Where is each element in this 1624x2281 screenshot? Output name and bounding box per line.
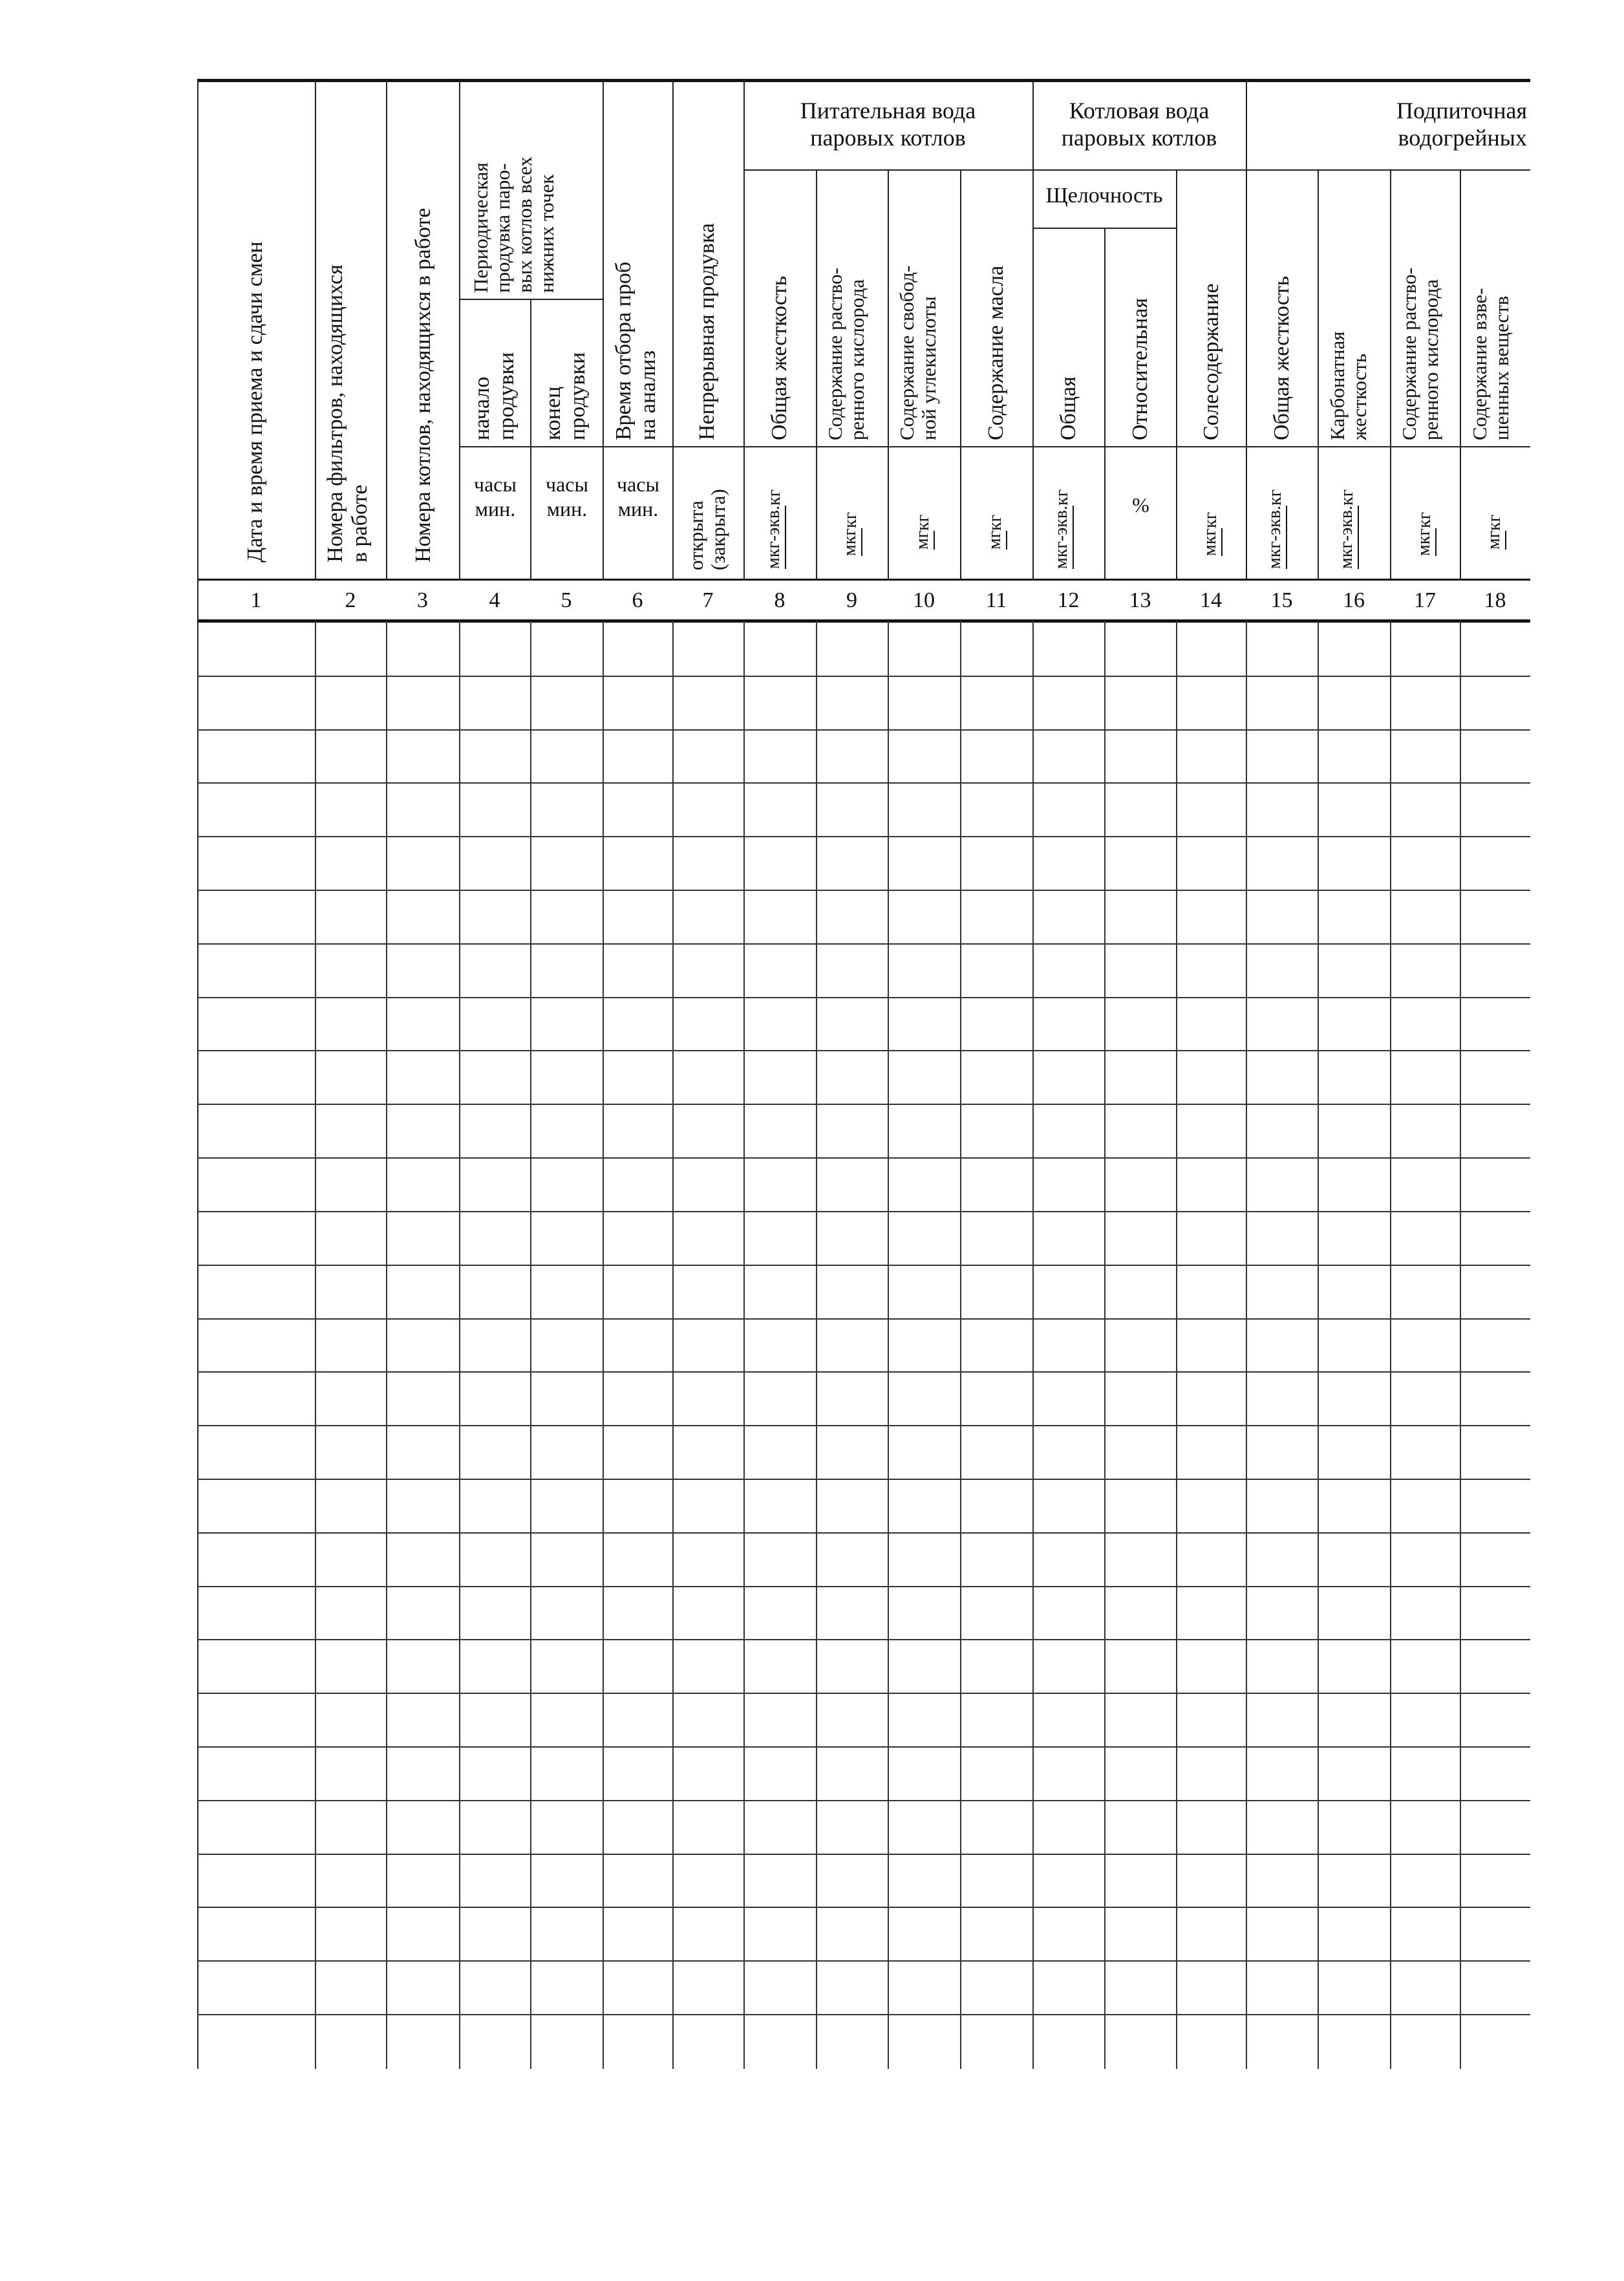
hdr-col-divider [1460,169,1461,580]
col-14-number: 14 [1200,588,1222,612]
col-4-header: начало продувки [470,352,518,440]
col-10-unit: мг кг [912,485,935,550]
col-16-header: Карбонатная жесткость [1326,331,1371,440]
table-left-border [197,80,198,2069]
hdr-col-divider [530,299,531,580]
col-17-header: Содержание раство- ренного кислорода [1398,268,1442,440]
body-column-divider [672,621,674,2069]
col-3-number: 3 [417,588,428,612]
col-13-unit: % [1132,493,1149,517]
table-row [197,1800,1530,1801]
table-row [197,1371,1530,1373]
units-top-rule [459,446,1530,447]
body-column-divider [1032,621,1034,2069]
col-11-number: 11 [985,588,1007,612]
table-row [197,1211,1530,1212]
hdr-col-divider [1104,228,1106,580]
col-4-number: 4 [489,588,500,612]
body-column-divider [816,621,817,2069]
hdr-col-divider [1318,169,1319,580]
col-5-number: 5 [561,588,572,612]
table-row [197,2014,1530,2015]
body-column-divider [1390,621,1391,2069]
col-7-unit: открыта (закрыта) [685,489,729,570]
col-15-header: Общая жесткость [1270,275,1294,440]
body-column-divider [530,621,531,2069]
hdr-col-divider [672,80,674,580]
table-row [197,997,1530,998]
feed-water-group-title: Питательная вода паровых котлов [800,98,976,151]
body-column-divider [459,621,460,2069]
table-row [197,890,1530,891]
table-row [197,1586,1530,1587]
body-column-divider [315,621,316,2069]
col-7-number: 7 [702,588,714,612]
col-5-unit: часы мин. [546,473,588,520]
col-8-header: Общая жесткость [767,275,791,440]
hdr-col-divider [1390,169,1391,580]
col-10-header: Содержание свобод- ной углекислоты [895,265,940,440]
col-11-unit: мг кг [984,485,1007,550]
table-row [197,1639,1530,1640]
hdr-col-divider [386,80,387,580]
col-11-header: Содержание масла [984,265,1008,440]
body-column-divider [1460,621,1461,2069]
periodic-blowdown-title: Периодическая продувка паро- вых котлов всех нижних точек [469,156,558,293]
col-16-unit: мкг-экв. кг [1336,459,1359,569]
hdr-col-divider [960,169,961,580]
hdr-col-divider [816,169,817,580]
table-row [197,1907,1530,1908]
col-12-number: 12 [1057,588,1080,612]
hdr-col-divider [1176,169,1177,580]
col-12-unit: мкг-экв. кг [1051,459,1074,569]
body-column-divider [1176,621,1177,2069]
table-row [197,1104,1530,1105]
body-column-divider [1246,621,1247,2069]
col-3-header: Номера котлов, находящихся в работе [411,208,435,562]
col-15-number: 15 [1270,588,1293,612]
table-row [197,1050,1530,1051]
col-5-header: конец продувки [541,352,590,440]
col-9-number: 9 [846,588,857,612]
col-18-header: Содержание взве- шенных веществ [1468,288,1513,440]
hdr-col-divider [888,169,889,580]
table-row [197,676,1530,677]
col-2-number: 2 [345,588,356,612]
col-14-header: Солесодержание [1199,283,1223,440]
table-row [197,1479,1530,1480]
water-group-rule [743,169,1246,171]
col-8-number: 8 [774,588,785,612]
col-1-header: Дата и время приема и сдачи смен [243,241,267,562]
table-row [197,1157,1530,1159]
body-column-divider [743,621,745,2069]
col-9-header: Содержание раство- ренного кислорода [824,268,868,440]
col-13-header: Относительная [1128,297,1152,440]
col-17-unit: мкг кг [1413,478,1437,556]
table-row [197,729,1530,731]
hdr-col-divider [1246,80,1247,580]
table-row [197,782,1530,784]
table-row [197,1532,1530,1534]
col-12-header: Общая [1056,376,1080,440]
table-row [197,1746,1530,1748]
body-column-divider [960,621,961,2069]
header-bottom-rule [197,579,1530,581]
table-row [197,1265,1530,1266]
col-7-header: Непрерывная продувка [695,223,719,440]
col-16-number: 16 [1343,588,1365,612]
table-row [197,1693,1530,1694]
body-column-divider [603,621,604,2069]
col-15-unit: мкг-экв. кг [1264,459,1287,569]
body-column-divider [888,621,889,2069]
col-17-number: 17 [1414,588,1436,612]
col-8-unit: мкг-экв. кг [763,459,786,569]
hdr-col-divider [743,80,745,580]
col-6-number: 6 [632,588,643,612]
hdr-col-divider [1032,80,1034,580]
table-row [197,1425,1530,1426]
body-column-divider [386,621,387,2069]
boiler-water-group-title: Котловая вода паровых котлов [1061,98,1217,151]
table-row [197,836,1530,837]
col-4-unit: часы мин. [474,473,517,520]
col-10-number: 10 [913,588,935,612]
col-2-header: Номера фильтров, находящихся в работе [323,264,372,562]
col-18-number: 18 [1484,588,1506,612]
hdr-col-divider [315,80,316,580]
column-number-rule [197,619,1530,623]
col-14-unit: мкг кг [1199,478,1223,556]
makeup-water-group-title: Подпиточная водогрейных [1396,98,1527,151]
col-13-number: 13 [1129,588,1151,612]
table-row [197,1318,1530,1320]
col-18-unit: мг кг [1483,485,1506,550]
alkalinity-title: Щелочность [1045,184,1163,208]
makeup-group-rule [1246,169,1530,171]
table-row [197,1854,1530,1855]
col-6-header: Время отбора проб на анализ [612,261,660,440]
col-9-unit: мкг кг [839,478,862,556]
table-row [197,943,1530,945]
col-6-unit: часы мин. [617,473,659,520]
body-column-divider [1104,621,1106,2069]
table-top-rule [197,79,1530,82]
body-column-divider [1318,621,1319,2069]
table-row [197,1960,1530,1962]
col-1-number: 1 [250,588,262,612]
